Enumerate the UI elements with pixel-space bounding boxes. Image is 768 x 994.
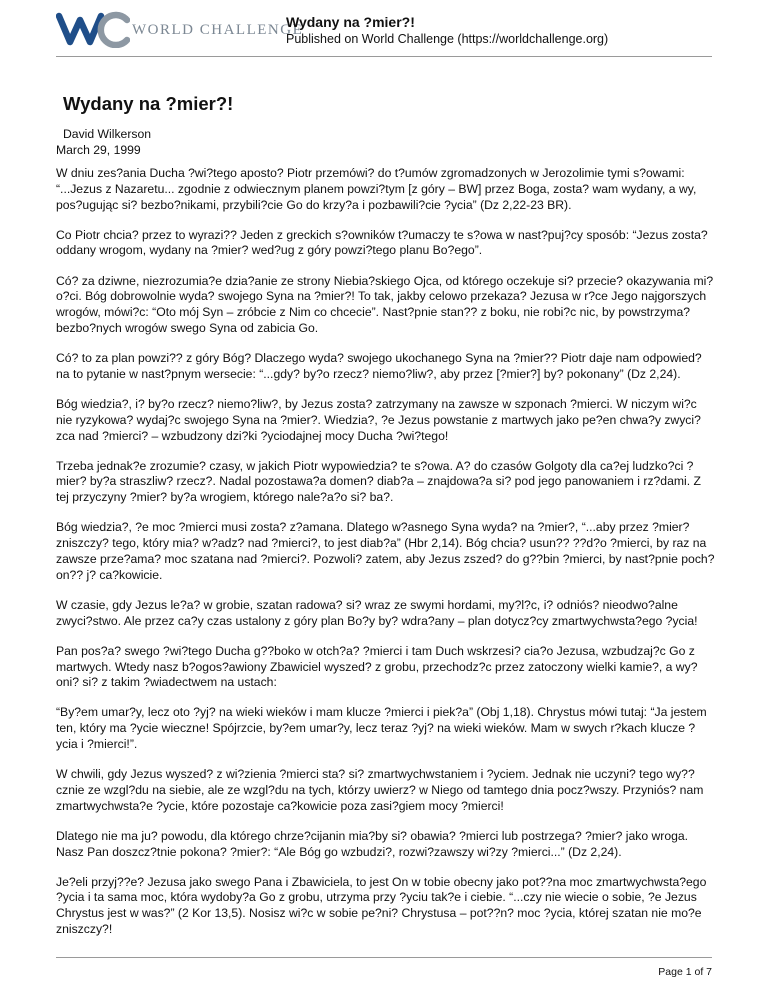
article-author: David Wilkerson (63, 127, 152, 141)
article-title: Wydany na ?mier?! (63, 93, 234, 114)
paragraph: Có? za dziwne, niezrozumia?e dzia?anie ze strony Niebia?skiego Ojca, od którego oczekuje si? przecie? okazywania mi?o?ci. Bóg dobrowolnie wyda? swojego Syna na ?mier?! To tak, jakby celowo przekaza? Jezusa w r?ce Jego najgorszych wrogów, mówi?c: “Oto mój Syn – zróbcie z Nim co chcecie”. Nast?pnie stan?? z boku, nie robi?c nic, by powstrzyma? bezbo?nych wrogów swego Syna od zabicia Go. (56, 273, 714, 335)
paragraph: W dniu zes?ania Ducha ?wi?tego aposto? Piotr przemówi? do t?umów zgromadzonych w Jerozolimie tymi s?owami: “...Jezus z Nazaretu... zgodnie z odwiecznym planem powzi?tym [z góry – BW] przez Boga, zosta? wam wydany, a wy, pos?ugując si? bezbo?nikami, przybili?cie Go do krzy?a i pozbawili?cie ?ycia” (Dz 2,22-23 BR). (56, 166, 697, 212)
header-title: Wydany na ?mier?! (286, 14, 415, 30)
article-body (56, 166, 716, 952)
world-challenge-logo[interactable] (56, 10, 303, 48)
logo-text: WORLD CHALLENGE (132, 21, 304, 38)
paragraph: Có? to za plan powzi?? z góry Bóg? Dlaczego wyda? swojego ukochanego Syna na ?mier?? Piotr daje nam odpowied? na to pytanie w nast?pnym wersecie: “...gdy? by?o rzecz? niemo?liw?, aby przez [?mier?] by? pokonany” (Dz 2,24). (56, 351, 702, 381)
article-date: March 29, 1999 (56, 143, 141, 157)
paragraph: Pan pos?a? swego ?wi?tego Ducha g??boko w otch?a? ?mierci i tam Duch wskrzesi? cia?o Jezusa, wzbudzaj?c Go z martwych. Wtedy nasz b?ogos?awiony Zbawiciel wyszed? z grobu, przechodz?c przez zatoczony wielki kamie?, a wy?oni? si? z takim ?wiadectwem na ustach: (56, 643, 698, 690)
paragraph: Co Piotr chcia? przez to wyrazi?? Jeden z greckich s?owników t?umaczy te s?owa w nast?puj?cy sposób: “Jezus zosta? oddany wrogom, wydany na ?mier? wed?ug z góry powzi?tego planu Bo?ego”. (56, 227, 708, 258)
paragraph: W chwili, gdy Jezus wyszed? z wi?zienia ?mierci sta? si? zmartwychwstaniem i ?yciem. Jednak nie uczyni? tego wy??cznie ze wzgl?du na siebie, ale ze wzgl?du na tych, którzy uwierz? w Niego od tamtego dnia pocz?wszy. Przyniós? nam zmartwychwsta?e ?ycie, które pozostaje ca?kowicie poza zasi?giem mocy ?mierci! (56, 767, 704, 813)
header-subtitle: Published on World Challenge (https://worldchallenge.org) (286, 32, 609, 46)
paragraph: Dlatego nie ma ju? powodu, dla którego chrze?cijanin mia?by si? obawia? ?mierci lub postrzega? ?mier? jako wroga. Nasz Pan doszcz?tnie pokona? ?mier?: “Ale Bóg go wzbudzi?, rozwi?zawszy wi?zy ?mierci...” (Dz 2,24). (56, 828, 689, 859)
paragraph: Je?eli przyj??e? Jezusa jako swego Pana i Zbawiciela, to jest On w tobie obecny jako pot??na moc zmartwychwsta?ego ?ycia i ta sama moc, która wydoby?a Go z grobu, utrzyma przy ?yciu tak?e i ciebie. “...czy nie wiecie o sobie, ?e Jezus Chrystus jest w was?” (2 Kor 13,5). Nosisz wi?c w sobie pe?ni? Chrystusa – pot??n? moc ?ycia, której szatan nie mo?e zniszczy?! (56, 874, 707, 937)
page-number: Page 1 of 7 (658, 966, 712, 978)
paragraph: Trzeba jednak?e zrozumie? czasy, w jakich Piotr wypowiedzia? te s?owa. A? do czasów Golgoty dla ca?ej ludzko?ci ?mier? by?a straszliw? rzecz?. Nadal pozostawa?a domen? diab?a – znajdowa?a si? pod jego panowaniem i rz?dami. Z tej przyczyny ?mier? by?a wrogiem, którego nale?a?o si? ba?. (56, 458, 701, 505)
paragraph: Bóg wiedzia?, ?e moc ?mierci musi zosta? z?amana. Dlatego w?asnego Syna wyda? na ?mier?, “...aby przez ?mier? zniszczy? tego, który mia? w?adz? nad ?mierci?, to jest diab?a” (Hbr 2,14). Bóg chcia? usun?? ??d?o ?mierci, by raz na zawsze prze?ama? moc szatana nad ?mierci?. Pozwoli? zatem, aby Jezus zszed? do g??bin ?mierci, by nast?pnie poch?on?? j? ca?kowicie. (56, 520, 715, 582)
header-divider (56, 56, 712, 57)
wc-logo-icon (56, 10, 130, 48)
paragraph: Bóg wiedzia?, i? by?o rzecz? niemo?liw?, by Jezus zosta? zatrzymany na zawsze w szponach ?mierci. W niczym wi?c nie ryzykowa? wydaj?c swojego Syna na ?mier?. Wiedzia?, ?e Jezus powstanie z martwych jako pe?en chwa?y zwyci?zca nad ?mierci? – wzbudzony dzi?ki ?yciodajnej mocy Ducha ?wi?tego! (56, 396, 701, 443)
paragraph: “By?em umar?y, lecz oto ?yj? na wieki wieków i mam klucze ?mierci i piek?a” (Obj 1,18). Chrystus mówi tutaj: “Ja jestem ten, który ma ?ycie wieczne! Spójrzcie, by?em umar?y, lecz teraz ?yj? na wieki wieków. Mam w swych r?kach klucze ?ycia i ?mierci!”. (56, 705, 707, 751)
footer-divider (56, 957, 712, 958)
page-header (0, 0, 768, 56)
paragraph: W czasie, gdy Jezus le?a? w grobie, szatan radowa? si? wraz ze swymi hordami, my?l?c, i? odniós? nieodwo?alne zwyci?stwo. Ale przez ca?y czas ustalony z góry plan Bo?y by? wdra?any – plan dotycz?cy zmartwychwsta?ego ?ycia! (56, 597, 698, 628)
